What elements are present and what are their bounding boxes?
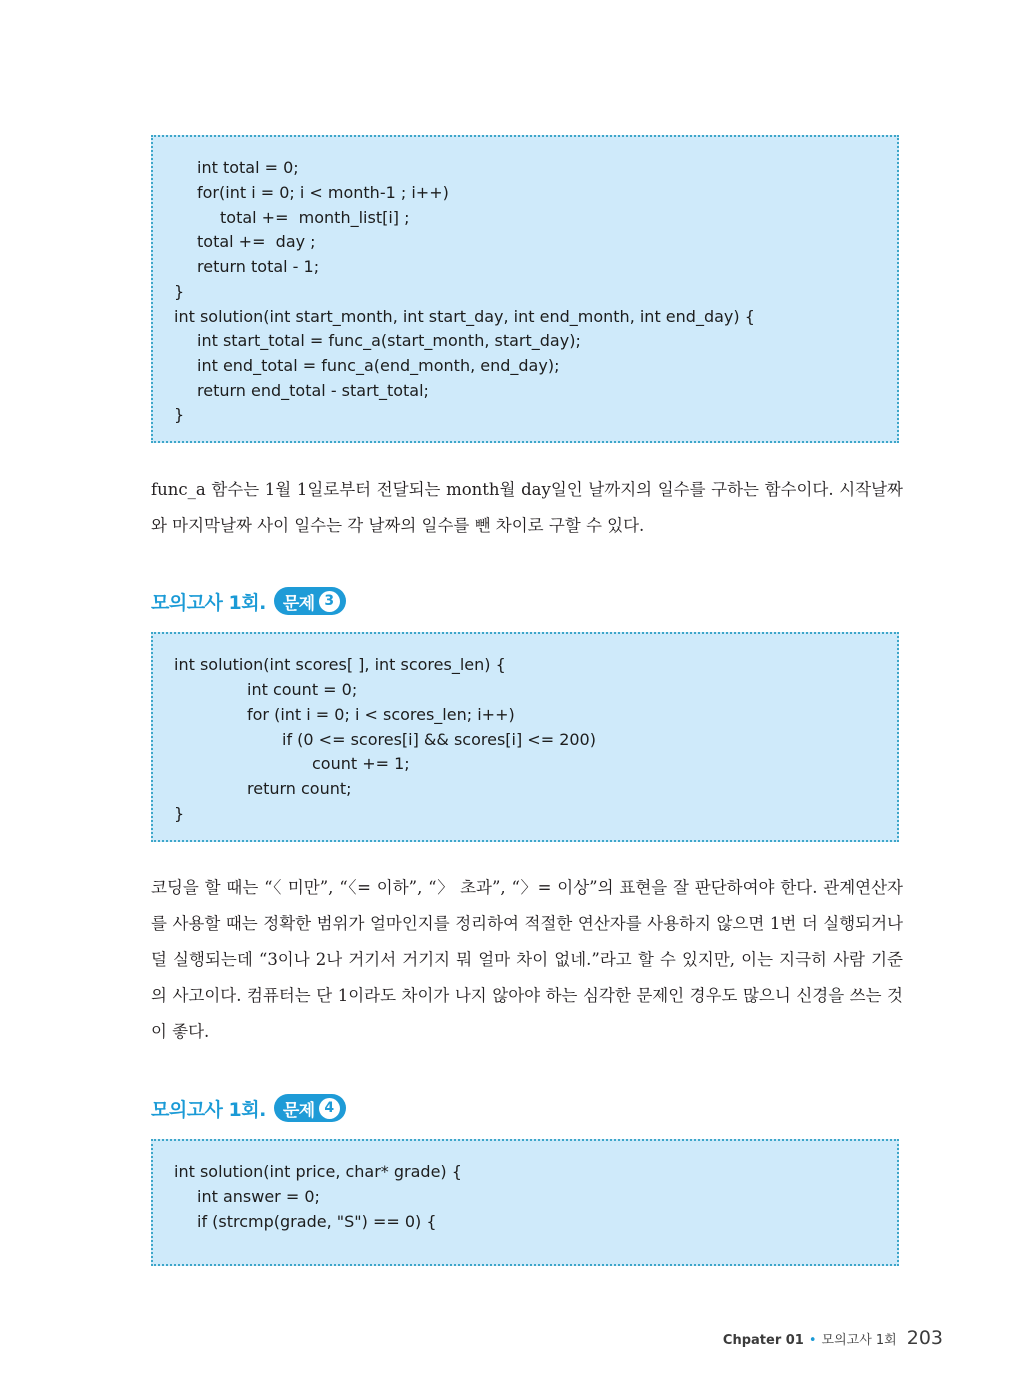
explanation-paragraph-1: func_a 함수는 1월 1일로부터 전달되는 month월 day일인 날까지의 일수를 구하는 함수이다. 시작날짜와 마지막날짜 사이 일수는 각 날짜의 일수를 뺀 차이로 구할 수 있다.: [151, 480, 903, 535]
code-block-3: [151, 1139, 899, 1266]
section-title: 모의고사 1회.: [151, 1098, 266, 1121]
code-line: return total - 1;: [197, 257, 320, 276]
code-block-2: [151, 632, 899, 842]
question-number: 4: [319, 1098, 340, 1119]
explanation-paragraph-2: 코딩을 할 때는 “〈 미만”, “〈= 이하”, “〉 초과”, “〉= 이상”의 표현을 잘 판단하여야 한다. 관계연산자를 사용할 때는 정확한 범위가 얼마인지를 정리하여 적절한 연산자를 사용하지 않으면 1번 더 실행되거나 덜 실행되는데 “3이나 2나 거기서 거기지 뭐 얼마 차이 없네.”라고 할 수 있지만, 이는 지극히 사람 기준의 사고이다. 컴퓨터는 단 1이라도 차이가 나지 않아야 하는 심각한 문제인 경우도 많으니 신경을 쓰는 것이 좋다.: [151, 878, 903, 1041]
code-line: for (int i = 0; i < scores_len; i++): [247, 705, 515, 724]
code-line: return count;: [247, 779, 352, 798]
footer-subtitle: 모의고사 1회: [821, 1333, 897, 1348]
code-line: return end_total - start_total;: [197, 381, 429, 400]
code-line: int count = 0;: [247, 680, 358, 699]
question-badge: [274, 1094, 346, 1122]
code-line: int total = 0;: [197, 158, 299, 177]
code-line: int solution(int start_month, int start_day, int end_month, int end_day) {: [174, 307, 755, 326]
page-number: 203: [906, 1327, 943, 1349]
code-line: count += 1;: [312, 754, 410, 773]
code-line: if (0 <= scores[i] && scores[i] <= 200): [282, 730, 596, 749]
question-number: 3: [319, 591, 340, 612]
code-line: int solution(int price, char* grade) {: [174, 1162, 462, 1181]
question-badge: [274, 587, 346, 615]
section-heading-q4: [151, 1092, 346, 1124]
code-line: int solution(int scores[ ], int scores_len) {: [174, 655, 506, 674]
code-line: }: [174, 405, 185, 424]
code-line: int start_total = func_a(start_month, start_day);: [197, 331, 581, 350]
code-line: total += day ;: [197, 232, 316, 251]
page-footer: [723, 1327, 943, 1351]
section-heading-q3: [151, 585, 346, 617]
code-line: }: [174, 804, 185, 823]
code-line: if (strcmp(grade, "S") == 0) {: [197, 1212, 437, 1231]
code-block-1: [151, 135, 899, 443]
code-line: for(int i = 0; i < month-1 ; i++): [197, 183, 449, 202]
question-badge-label: 문제: [282, 1100, 315, 1121]
code-line: int end_total = func_a(end_month, end_day);: [197, 356, 560, 375]
footer-separator: •: [808, 1333, 817, 1348]
question-badge-label: 문제: [282, 593, 315, 614]
section-title: 모의고사 1회.: [151, 591, 266, 614]
code-line: }: [174, 282, 185, 301]
code-line: int answer = 0;: [197, 1187, 320, 1206]
footer-chapter: Chpater 01: [722, 1333, 804, 1348]
code-line: total += month_list[i] ;: [220, 208, 410, 227]
